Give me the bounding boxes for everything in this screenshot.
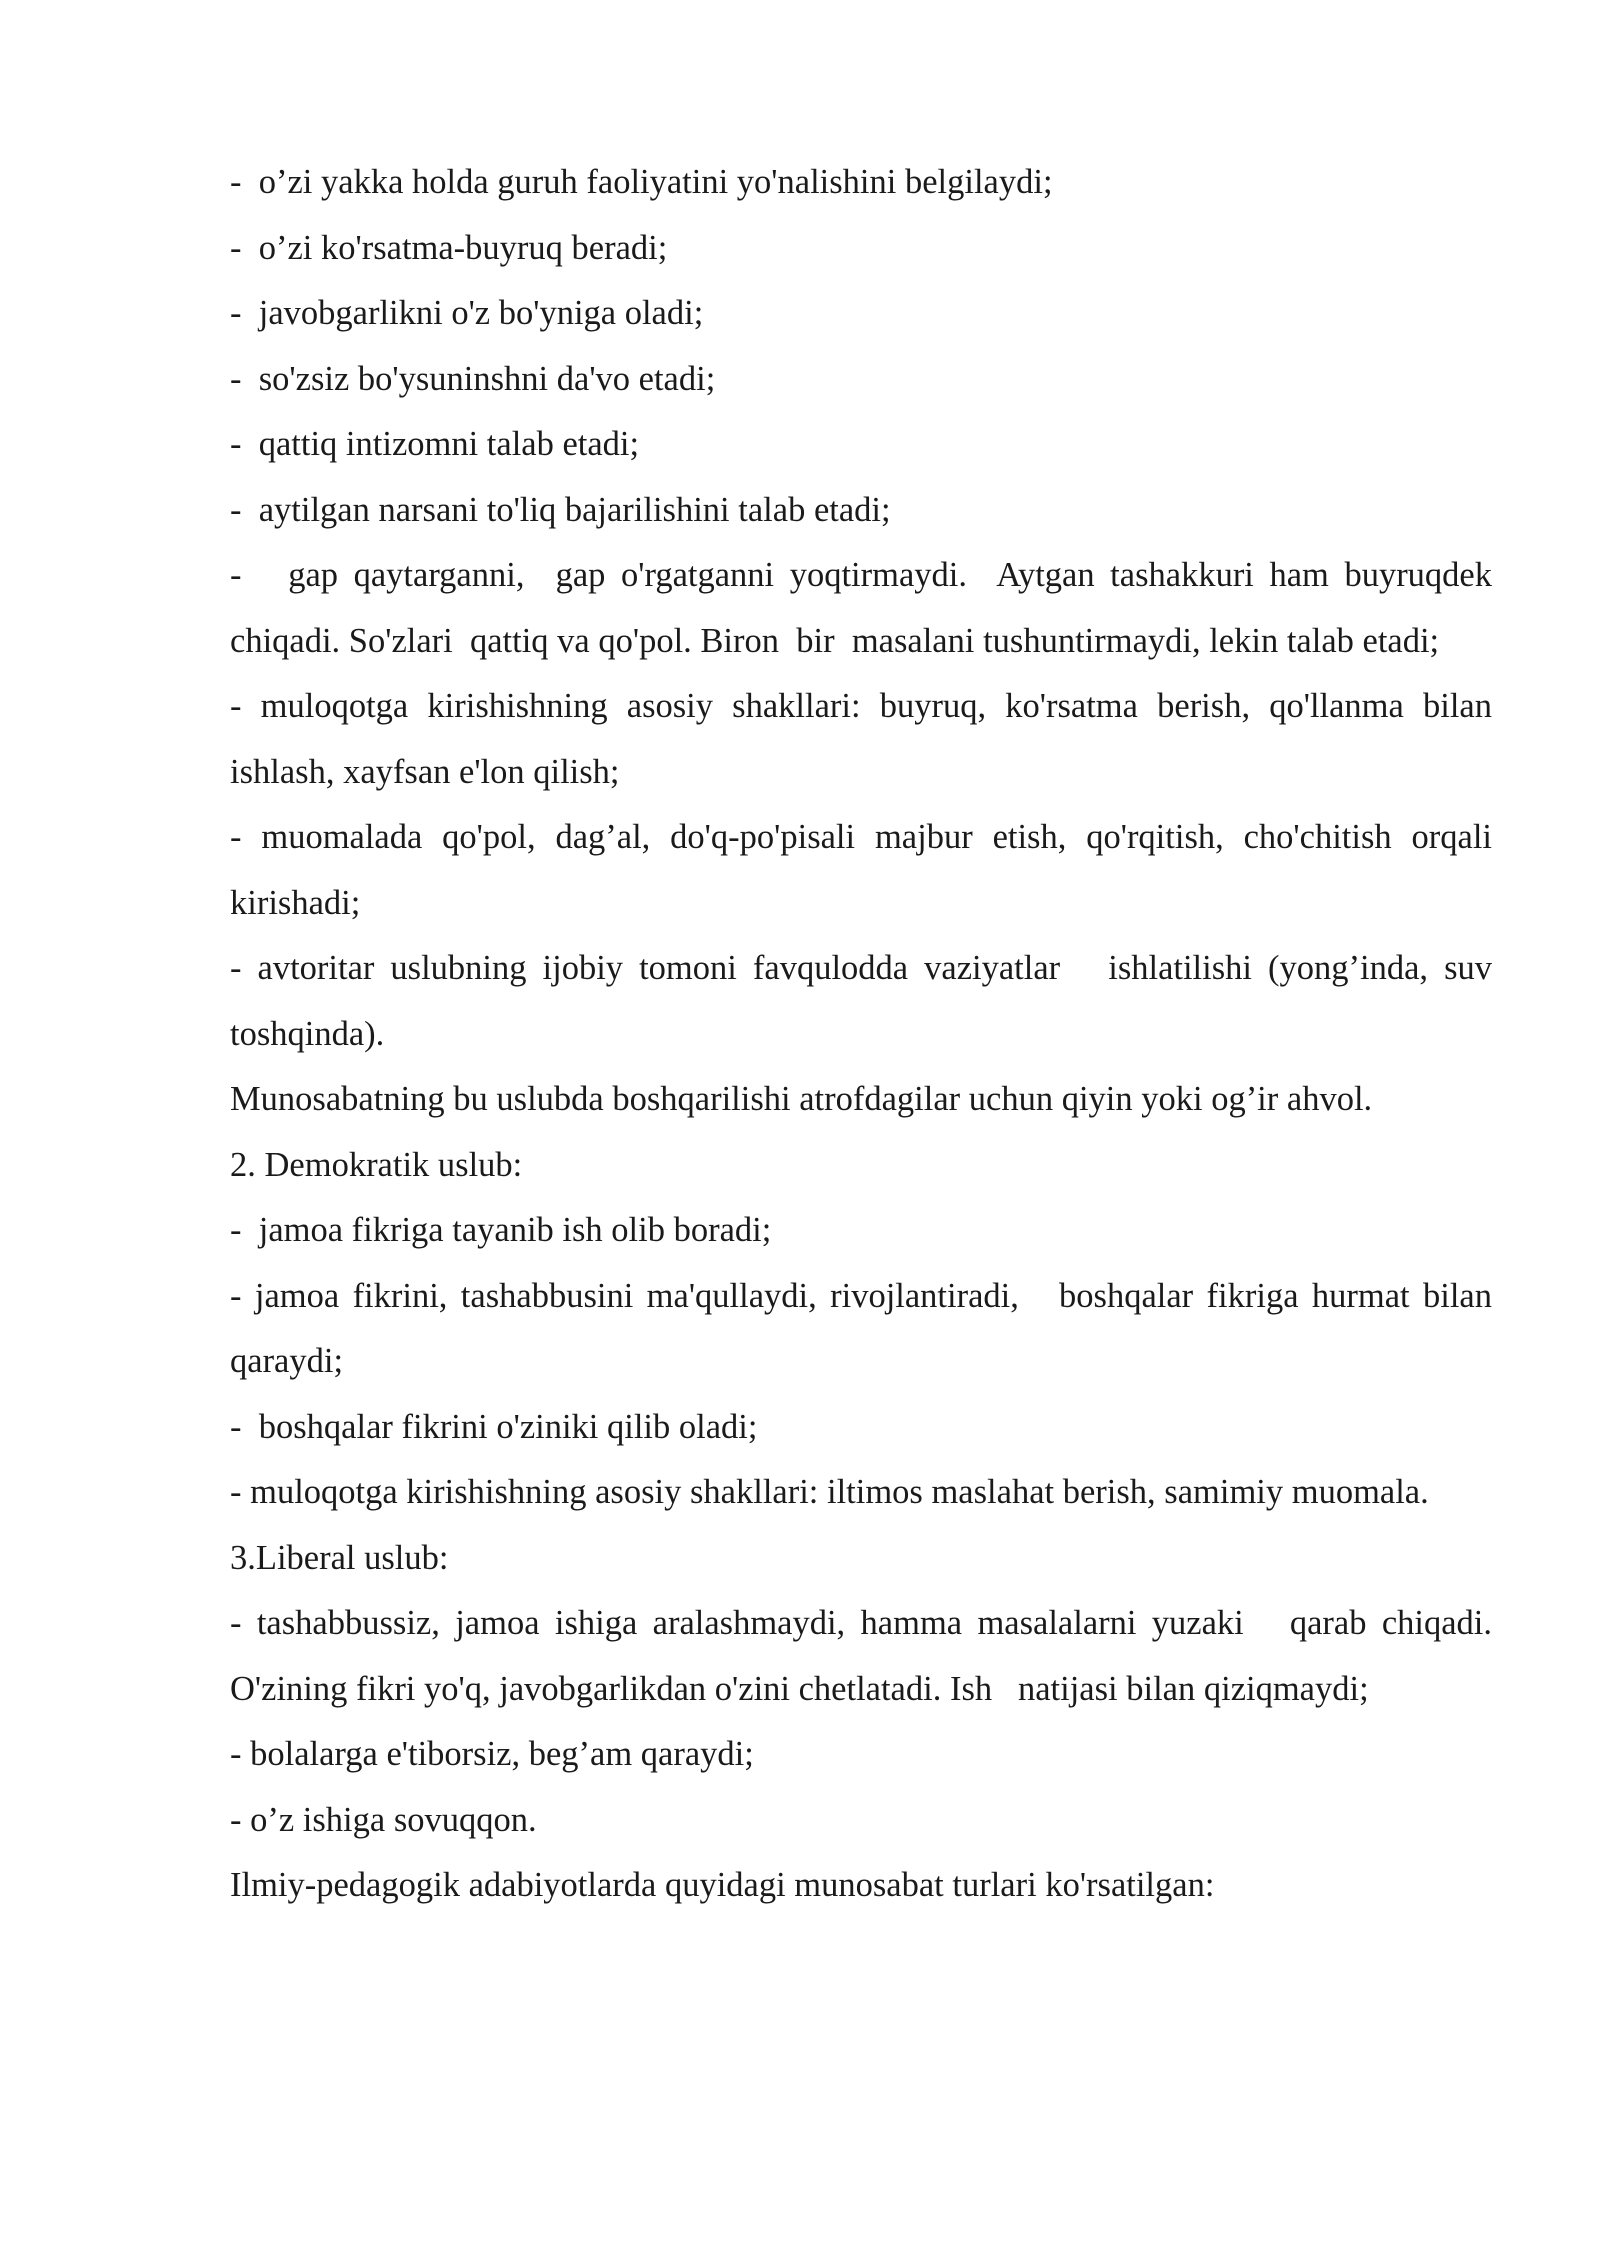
paragraph-4: - so'zsiz bo'ysuninshni da'vo etadi; xyxy=(230,359,716,398)
paragraph-18: - tashabbussiz, jamoa ishiga aralashmaydi, hamma masalalarni yuzaki qarab chiqadi. O'zining fikri yo'q, javobgarlikdan o'zini chetlatadi. Ish natijasi bilan qiziqmaydi; xyxy=(230,1604,1501,1708)
paragraph-3: - javobgarlikni o'z bo'yniga oladi; xyxy=(230,294,704,332)
paragraph-5: - qattiq intizomni talab etadi; xyxy=(230,425,640,463)
paragraph-10: - avtoritar uslubning ijobiy tomoni favqulodda vaziyatlar ishlatilishi (yong’inda, suv toshqinda). xyxy=(230,949,1501,1053)
paragraph-14: - jamoa fikrini, tashabbusini ma'qullaydi, rivojlantiradi, boshqalar fikriga hurmat bilan qaraydi; xyxy=(230,1276,1501,1380)
paragraph-7: - gap qaytarganni, gap o'rgatganni yoqtirmaydi. Aytgan tashakkuri ham buyruqdek chiqadi. So'zlari qattiq va qo'pol. Biron bir masalani tushuntirmaydi, lekin talab etadi; xyxy=(230,556,1501,660)
paragraph-8: - muloqotga kirishishning asosiy shakllari: buyruq, ko'rsatma berish, qo'llanma bilan ishlash, xayfsan e'lon qilish; xyxy=(230,687,1501,791)
paragraph-16: - muloqotga kirishishning asosiy shakllari: iltimos maslahat berish, samimiy muomala. xyxy=(230,1473,1429,1511)
paragraph-19: - bolalarga e'tiborsiz, beg’am qaraydi; xyxy=(230,1735,754,1773)
paragraph-9: - muomalada qo'pol, dag’al, do'q-po'pisali majbur etish, qo'rqitish, cho'chitish orqali kirishadi; xyxy=(230,818,1501,922)
paragraph-6: - aytilgan narsani to'liq bajarilishini talab etadi; xyxy=(230,490,891,529)
paragraph-15: - boshqalar fikrini o'ziniki qilib oladi; xyxy=(230,1407,758,1446)
paragraph-20: - o’z ishiga sovuqqon. xyxy=(230,1800,537,1839)
document-page xyxy=(230,150,1501,1919)
paragraph-21: Ilmiy-pedagogik adabiyotlarda quyidagi munosabat turlari ko'rsatilgan: xyxy=(230,1866,1215,1904)
section-heading-democratic: 2. Demokratik uslub: xyxy=(230,1145,523,1184)
paragraph-11: Munosabatning bu uslubda boshqarilishi atrofdagilar uchun qiyin yoki og’ir ahvol. xyxy=(230,1080,1373,1118)
paragraph-1: - o’zi yakka holda guruh faoliyatini yo'nalishini belgilaydi; xyxy=(230,163,1053,201)
paragraph-2: - o’zi ko'rsatma-buyruq beradi; xyxy=(230,228,668,267)
section-heading-liberal: 3.Liberal uslub: xyxy=(230,1538,449,1577)
paragraph-13: - jamoa fikriga tayanib ish olib boradi; xyxy=(230,1211,772,1249)
